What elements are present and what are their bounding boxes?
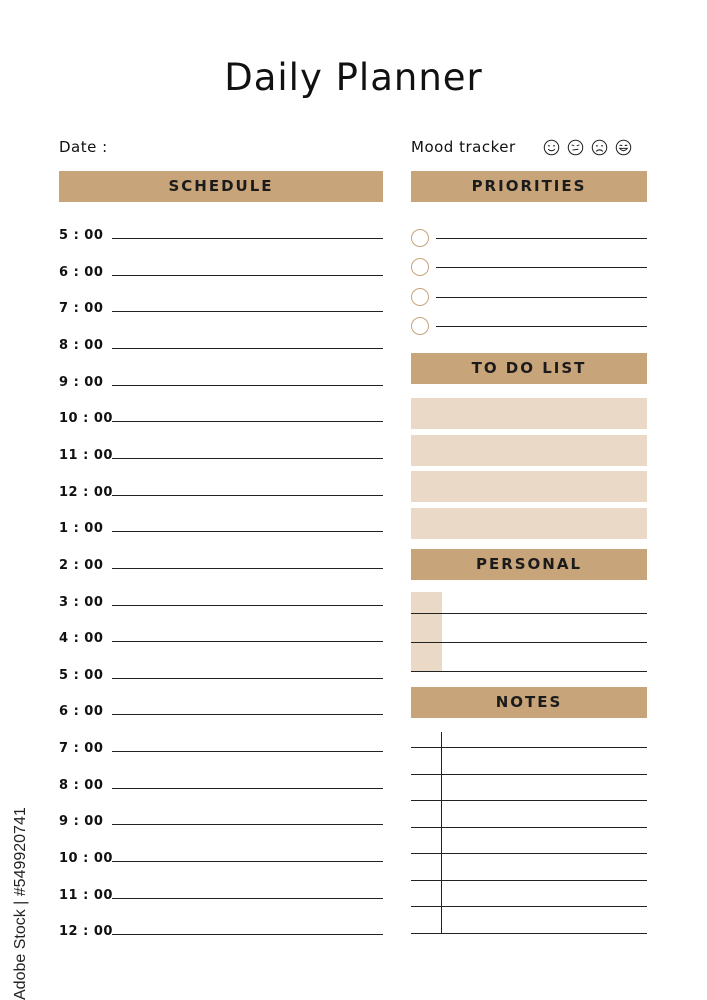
personal-swatch [411, 592, 442, 672]
schedule-row[interactable] [59, 411, 383, 431]
schedule-line[interactable] [112, 495, 383, 496]
schedule-row[interactable] [59, 704, 383, 724]
schedule-row[interactable] [59, 814, 383, 834]
stock-watermark: Adobe Stock | #549920741 [12, 807, 29, 1000]
schedule-row[interactable] [59, 741, 383, 761]
schedule-line[interactable] [112, 678, 383, 679]
schedule-line[interactable] [112, 751, 383, 752]
grin-icon[interactable] [615, 139, 632, 156]
schedule-row[interactable] [59, 448, 383, 468]
schedule-time: 8 : 00 [59, 777, 104, 793]
schedule-header: SCHEDULE [59, 171, 383, 202]
mood-tracker-label: Mood tracker [411, 138, 516, 156]
schedule-time: 11 : 00 [59, 887, 113, 903]
schedule-row[interactable] [59, 375, 383, 395]
personal-line[interactable] [411, 671, 647, 672]
schedule-line[interactable] [112, 788, 383, 789]
schedule-line[interactable] [112, 568, 383, 569]
schedule-time: 6 : 00 [59, 704, 104, 720]
schedule-line[interactable] [112, 824, 383, 825]
schedule-line[interactable] [112, 348, 383, 349]
notes-line[interactable] [411, 827, 647, 828]
schedule-line[interactable] [112, 531, 383, 532]
priority-row[interactable] [411, 257, 647, 277]
mood-icons [543, 139, 632, 156]
schedule-time: 2 : 00 [59, 557, 104, 573]
schedule-time: 7 : 00 [59, 301, 104, 317]
schedule-row[interactable] [59, 888, 383, 908]
schedule-row[interactable] [59, 631, 383, 651]
schedule-time: 6 : 00 [59, 264, 104, 280]
todo-header: TO DO LIST [411, 353, 647, 384]
notes-line[interactable] [411, 800, 647, 801]
priority-checkbox[interactable] [411, 317, 429, 335]
schedule-line[interactable] [112, 641, 383, 642]
schedule-time: 12 : 00 [59, 924, 113, 940]
notes-line[interactable] [411, 747, 647, 748]
schedule-time: 8 : 00 [59, 337, 104, 353]
priority-line[interactable] [436, 326, 647, 327]
schedule-line[interactable] [112, 605, 383, 606]
priorities-header: PRIORITIES [411, 171, 647, 202]
frown-icon[interactable] [591, 139, 608, 156]
schedule-line[interactable] [112, 275, 383, 276]
schedule-row[interactable] [59, 851, 383, 871]
todo-item[interactable] [411, 435, 647, 466]
page-title: Daily Planner [224, 56, 483, 99]
schedule-row[interactable] [59, 228, 383, 248]
schedule-row[interactable] [59, 301, 383, 321]
schedule-row[interactable] [59, 485, 383, 505]
schedule-time: 1 : 00 [59, 521, 104, 537]
schedule-line[interactable] [112, 898, 383, 899]
priority-line[interactable] [436, 238, 647, 239]
schedule-time: 12 : 00 [59, 484, 113, 500]
personal-header: PERSONAL [411, 549, 647, 580]
schedule-line[interactable] [112, 238, 383, 239]
schedule-line[interactable] [112, 421, 383, 422]
schedule-time: 5 : 00 [59, 228, 104, 243]
notes-line[interactable] [411, 853, 647, 854]
schedule-time: 10 : 00 [59, 851, 113, 867]
schedule-line[interactable] [112, 311, 383, 312]
notes-line[interactable] [411, 880, 647, 881]
todo-item[interactable] [411, 398, 647, 429]
personal-line[interactable] [411, 642, 647, 643]
schedule-time: 4 : 00 [59, 631, 104, 647]
notes-header: NOTES [411, 687, 647, 718]
schedule-row[interactable] [59, 924, 383, 944]
smile-icon[interactable] [543, 139, 560, 156]
schedule-time: 5 : 00 [59, 667, 104, 683]
schedule-row[interactable] [59, 265, 383, 285]
personal-line[interactable] [411, 613, 647, 614]
schedule-line[interactable] [112, 458, 383, 459]
schedule-time: 9 : 00 [59, 374, 104, 390]
notes-line[interactable] [411, 933, 647, 934]
schedule-time: 3 : 00 [59, 594, 104, 610]
schedule-row[interactable] [59, 778, 383, 798]
notes-margin-line [441, 732, 442, 934]
schedule-time: 7 : 00 [59, 741, 104, 757]
schedule-time: 9 : 00 [59, 814, 104, 830]
date-label: Date : [59, 138, 108, 156]
priority-row[interactable] [411, 287, 647, 307]
schedule-line[interactable] [112, 714, 383, 715]
schedule-time: 11 : 00 [59, 447, 113, 463]
priority-checkbox[interactable] [411, 258, 429, 276]
notes-line[interactable] [411, 774, 647, 775]
wry-face-icon[interactable] [567, 139, 584, 156]
schedule-row[interactable] [59, 595, 383, 615]
todo-item[interactable] [411, 508, 647, 539]
schedule-line[interactable] [112, 861, 383, 862]
notes-line[interactable] [411, 906, 647, 907]
schedule-time: 10 : 00 [59, 411, 113, 427]
priority-line[interactable] [436, 267, 647, 268]
schedule-row[interactable] [59, 558, 383, 578]
priority-row[interactable] [411, 228, 647, 248]
schedule-row[interactable] [59, 668, 383, 688]
schedule-row[interactable] [59, 521, 383, 541]
priority-line[interactable] [436, 297, 647, 298]
schedule-line[interactable] [112, 934, 383, 935]
schedule-row[interactable] [59, 338, 383, 358]
priority-checkbox[interactable] [411, 288, 429, 306]
priority-checkbox[interactable] [411, 229, 429, 247]
todo-item[interactable] [411, 471, 647, 502]
priority-row[interactable] [411, 316, 647, 336]
schedule-line[interactable] [112, 385, 383, 386]
